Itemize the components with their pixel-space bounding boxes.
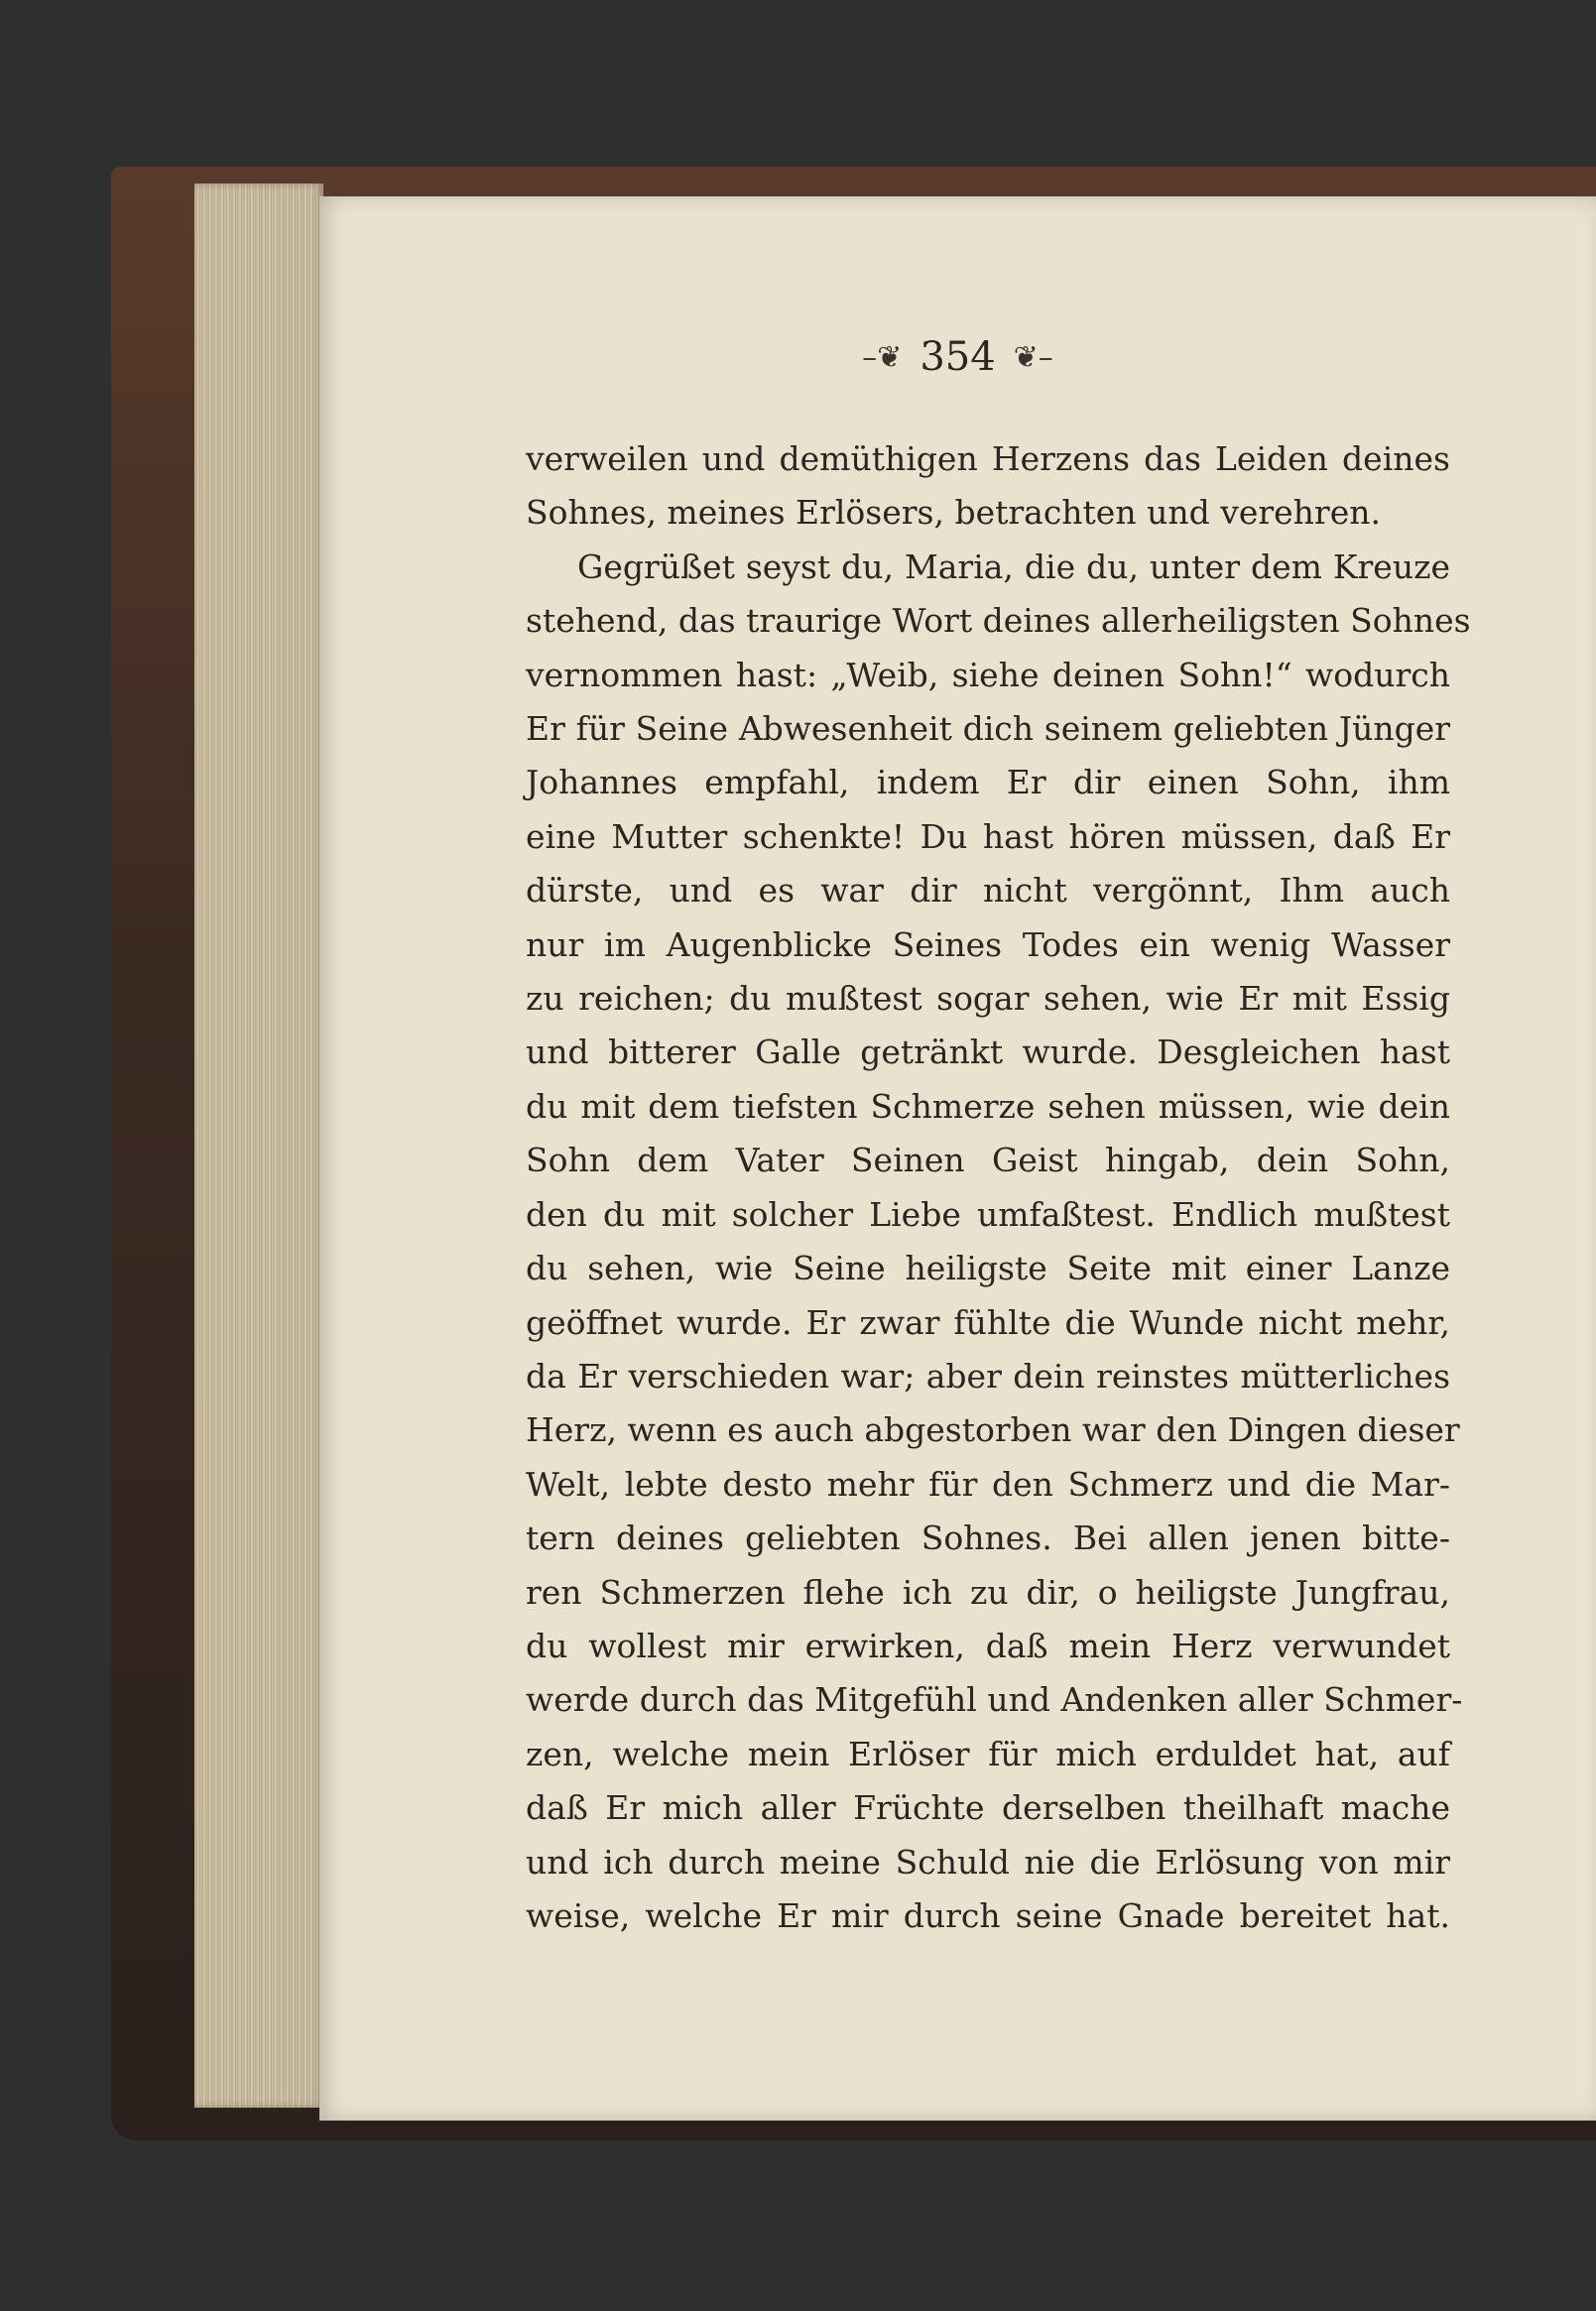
ornament-left-icon: –❦ <box>862 339 903 375</box>
text-line: vernommen hast: „Weib, siehe deinen Sohn!“ wodurch <box>526 655 1450 694</box>
text-line: weise, welche Er mir durch seine Gnade bereitet hat. <box>526 1895 1450 1935</box>
text-line: Johannes empfahl, indem Er dir einen Sohn, ihm <box>526 763 1450 802</box>
text-line: du mit dem tiefsten Schmerze sehen müssen, wie dein <box>526 1086 1450 1126</box>
text-line: da Er verschieden war; aber dein reinstes mütterliches <box>526 1356 1450 1396</box>
page-edges <box>194 183 323 2108</box>
text-line: Herz, wenn es auch abgestorben war den Dingen dieser <box>526 1410 1460 1450</box>
text-line: du wollest mir erwirken, daß mein Herz verwundet <box>526 1626 1450 1665</box>
text-line: dürste, und es war dir nicht vergönnt, Ihm auch <box>526 871 1450 911</box>
page-number: 354 <box>920 334 996 380</box>
text-line: ren Schmerzen flehe ich zu dir, o heiligste Jungfrau, <box>526 1572 1450 1612</box>
book-page <box>319 196 1596 2121</box>
text-line: Sohn dem Vater Seinen Geist hingab, dein Sohn, <box>526 1141 1450 1180</box>
ornament-right-icon: ❦– <box>1013 339 1053 375</box>
text-line: eine Mutter schenkte! Du hast hören müssen, daß Er <box>526 816 1450 856</box>
text-line: und bitterer Galle getränkt wurde. Desgleichen hast <box>526 1033 1450 1072</box>
page-header <box>319 331 1596 380</box>
text-line: stehend, das traurige Wort deines allerheiligsten Sohnes <box>526 601 1471 641</box>
text-line: Welt, lebte desto mehr für den Schmerz und die Mar- <box>526 1464 1450 1504</box>
text-line: nur im Augenblicke Seines Todes ein wenig Wasser <box>526 924 1450 964</box>
text-line: geöffnet wurde. Er zwar fühlte die Wunde nicht mehr, <box>526 1302 1450 1342</box>
text-line: daß Er mich aller Früchte derselben theilhaft mache <box>526 1788 1450 1828</box>
text-line: und ich durch meine Schuld nie die Erlösung von mir <box>526 1842 1450 1882</box>
text-line: zu reichen; du mußtest sogar sehen, wie Er mit Essig <box>526 979 1450 1019</box>
text-line: den du mit solcher Liebe umfaßtest. Endlich mußtest <box>526 1194 1450 1234</box>
page-body-text <box>526 432 1471 1943</box>
text-line: zen, welche mein Erlöser für mich erduldet hat, auf <box>526 1734 1450 1773</box>
text-line: Er für Seine Abwesenheit dich seinem geliebten Jünger <box>526 709 1450 749</box>
text-line: du sehen, wie Seine heiligste Seite mit einer Lanze <box>526 1249 1450 1288</box>
text-line: verweilen und demüthigen Herzens das Leiden deines <box>526 439 1450 478</box>
text-line: Sohnes, meines Erlösers, betrachten und verehren. <box>526 493 1381 533</box>
text-line: Gegrüßet seyst du, Maria, die du, unter dem Kreuze <box>577 547 1450 586</box>
text-line: werde durch das Mitgefühl und Andenken aller Schmer- <box>526 1680 1463 1720</box>
text-line: tern deines geliebten Sohnes. Bei allen jenen bitte- <box>526 1519 1450 1558</box>
